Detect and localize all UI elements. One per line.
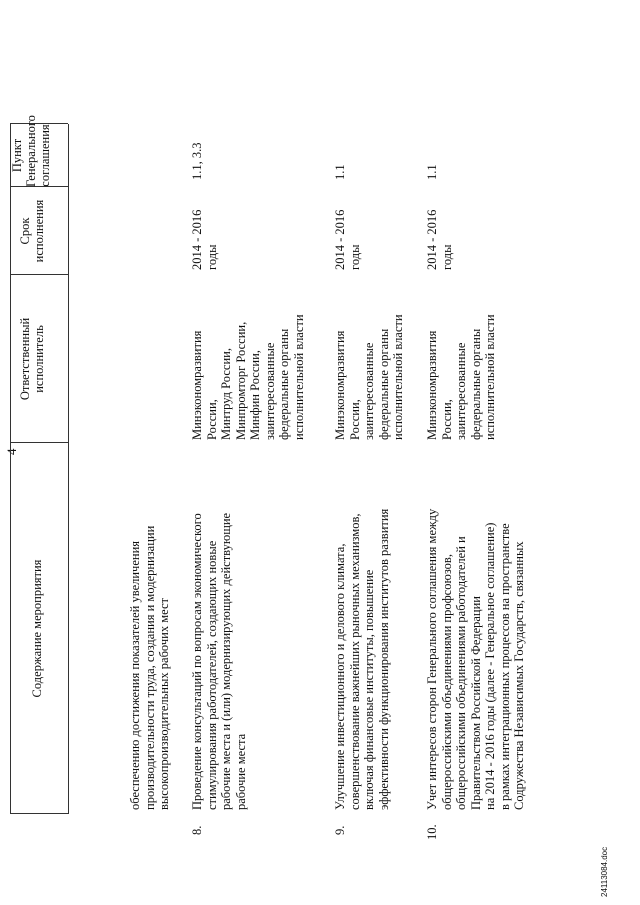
row-content: Учет интересов сторон Генерального соглашения между общероссийскими объединениями профсоюзов, общероссийскими объединениями работодателей и Правительством Российской Федерации на 2014 - 2016 годы (далее - Генеральное соглашение) в рамках интеграционных процессов на пространстве Содружества Независимых Государств, связанных [425,508,526,810]
row-content: Проведение консультаций по вопросам экономического стимулирования работодателей, создающих новые рабочие места и (или) модернизирующих действующие рабочие места [190,512,248,810]
row-clause: 1.1 [425,164,439,180]
header-deadline: Срок исполнения [18,199,46,263]
table-top-border [10,124,11,814]
footer-doc-name: 24113084.doc [600,846,609,897]
row-number: 8. [190,825,204,835]
row-responsible: Минэкономразвития России, Минтруд России, Минпромторг России, Минфин России, заинтересованные федеральные органы исполнительной власти [190,314,306,440]
row-number: 10. [425,824,439,840]
row-deadline: 2014 - 2016 годы [425,209,454,270]
row-responsible: Минэкономразвития России, заинтересованные федеральные органы исполнительной власти [425,314,497,440]
row-responsible: Минэкономразвития России, заинтересованные федеральные органы исполнительной власти [333,314,405,440]
row-clause: 1.1 [333,164,347,180]
row-deadline: 2014 - 2016 годы [190,209,219,270]
continuation-text: обеспечению достижения показателей увеличения производительности труда, создания и модернизации высокопроизводительных рабочих мест [128,525,171,810]
header-clause: Пункт Генерального соглашения [10,115,52,187]
row-number: 9. [333,825,347,835]
row-content: Улучшение инвестиционного и делового климата, совершенствование важнейших рыночных механизмов, включая финансовые институты, повышение эффективности функционирования институтов развития [333,508,391,810]
page-number: 4 [4,448,19,455]
row-clause: 1.1, 3.3 [190,142,204,180]
header-content: Содержание мероприятия [30,559,44,698]
table-header-divider [68,124,69,814]
row-deadline: 2014 - 2016 годы [333,209,362,270]
header-responsible: Ответственный исполнитель [18,317,46,401]
